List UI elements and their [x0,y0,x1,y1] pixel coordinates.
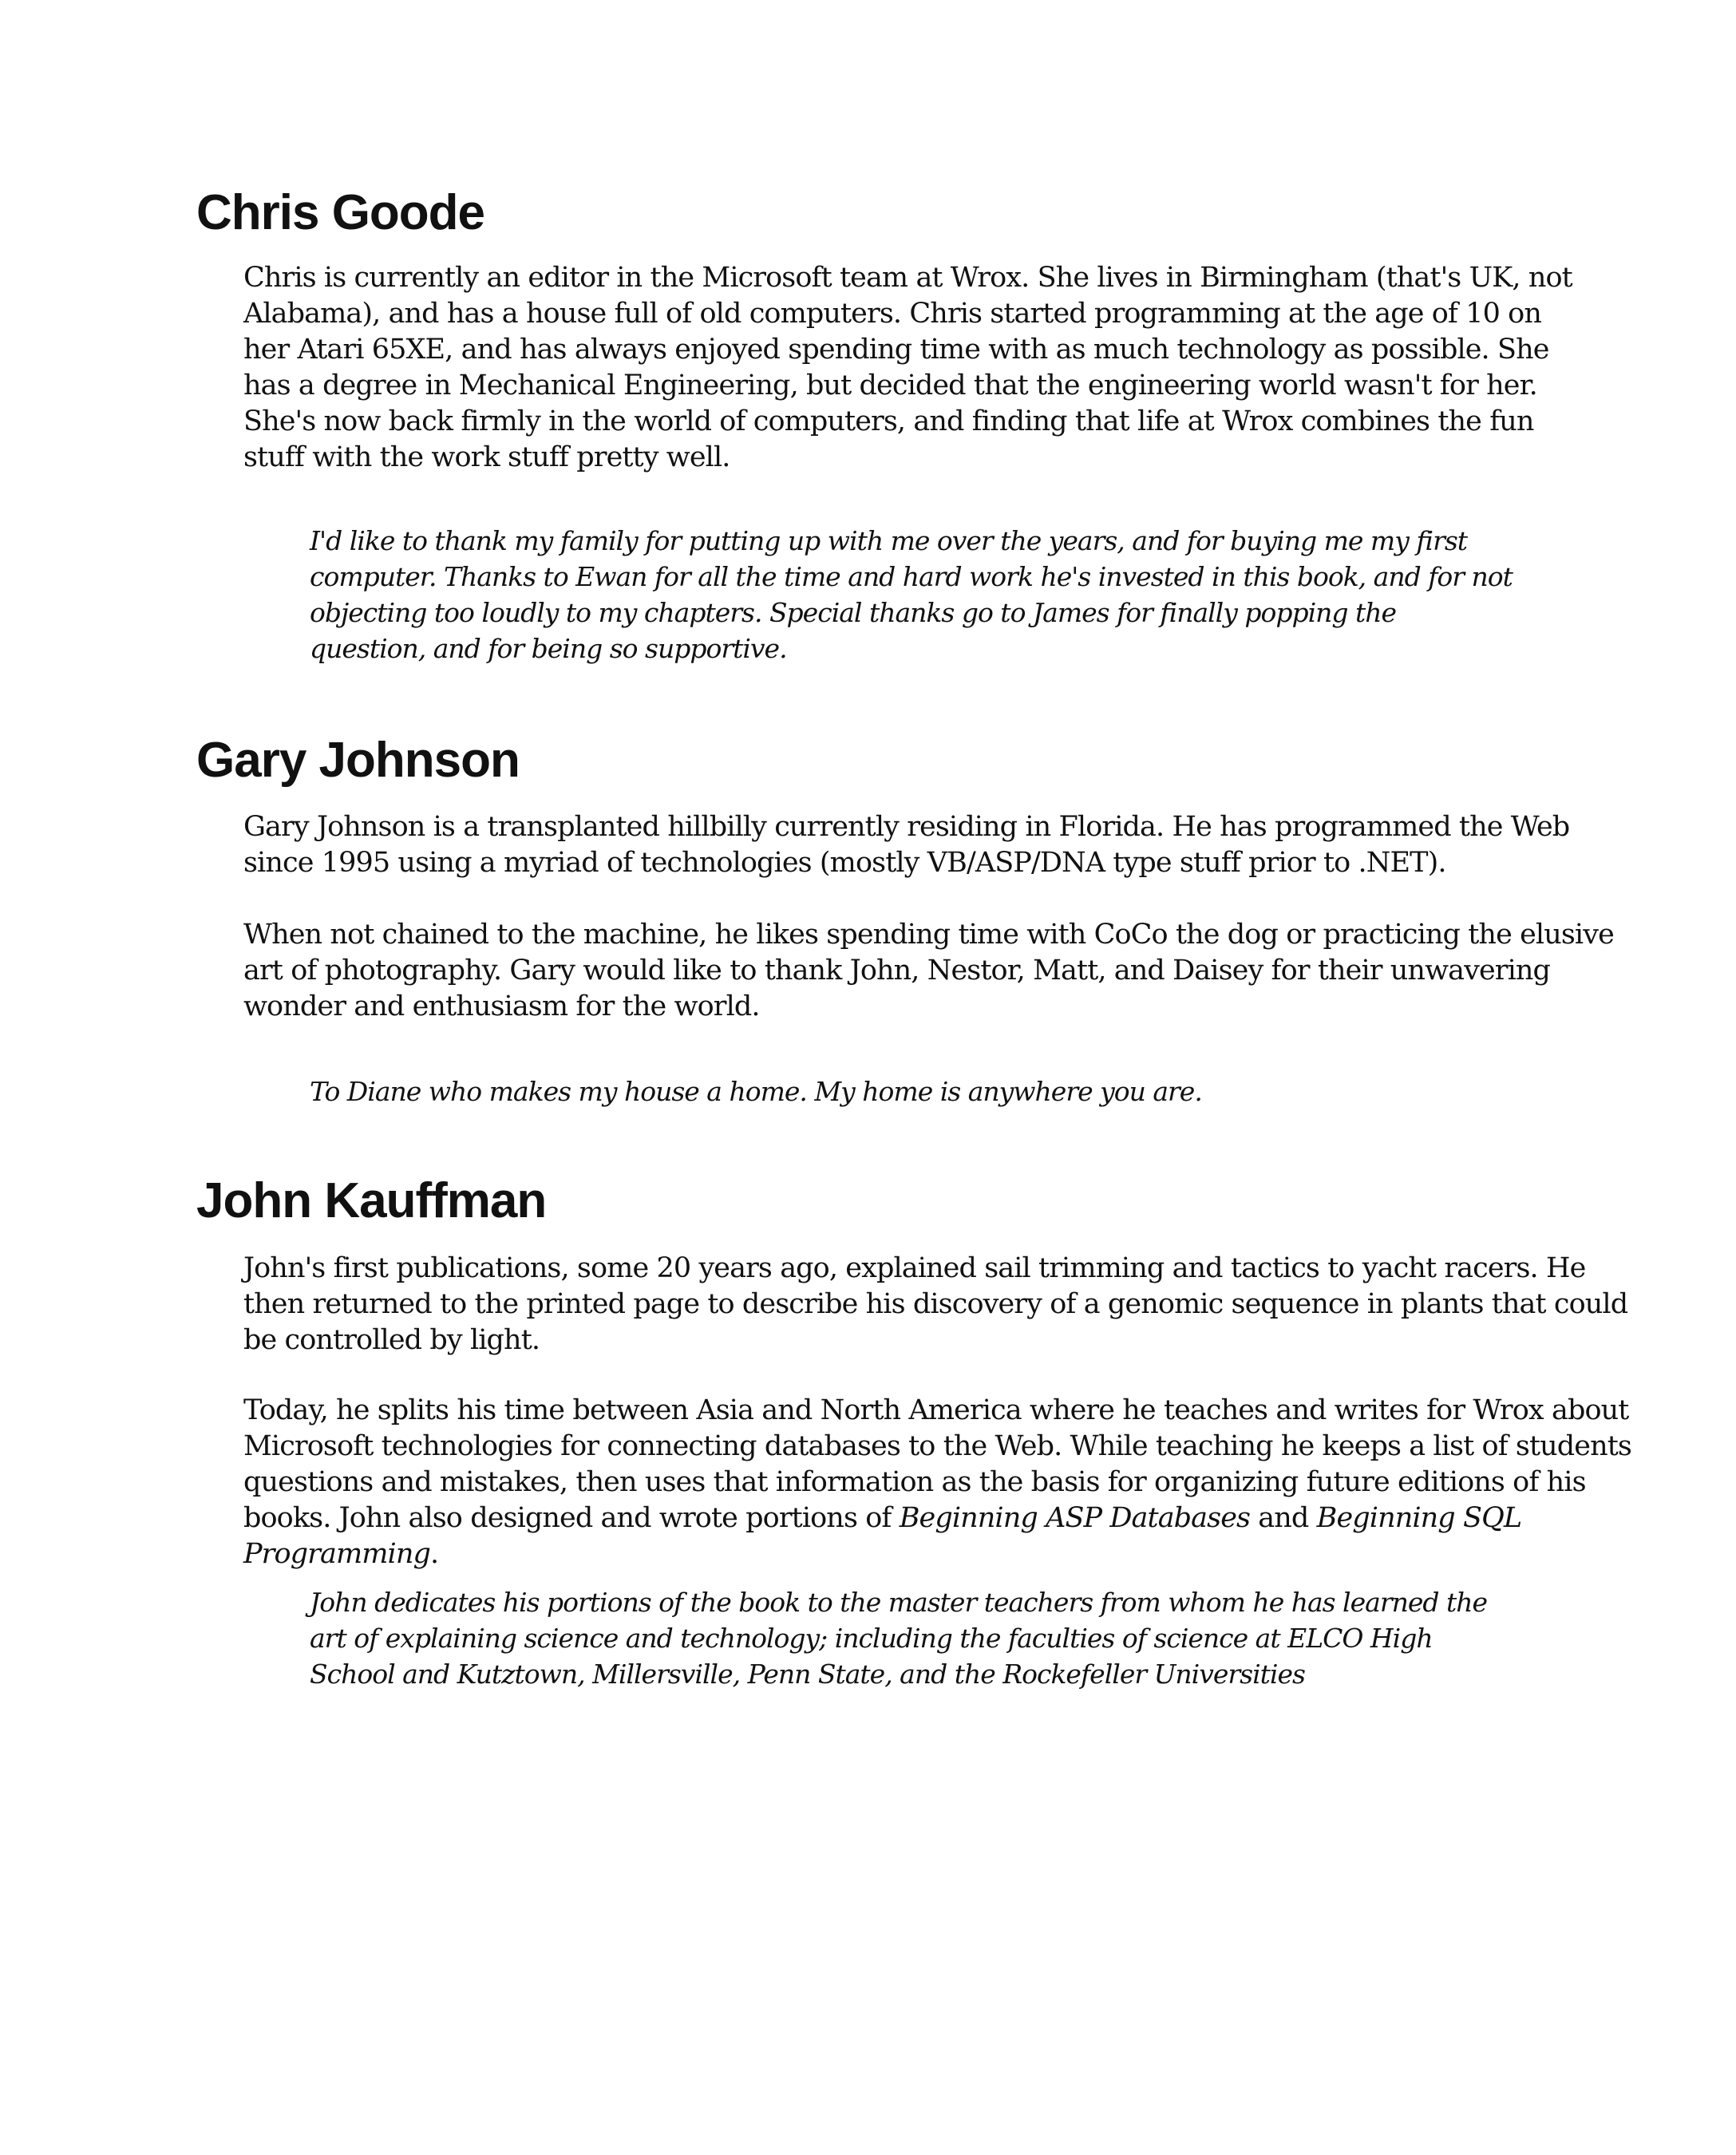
author-dedication: John dedicates his portions of the book to the master teachers from whom he has learned the art of explaining science and technology; including the faculties of science at ELCO High School and Kutztown, Millersville, Penn State, and the Rockefeller Universities [310,1587,1488,1690]
author-bio-paragraph: When not chained to the machine, he likes spending time with CoCo the dog or practicing the elusive art of photography. Gary would like to thank John, Nestor, Matt, and Daisey for their unwavering wonder and enthusiasm for the world. [243,919,1614,1022]
bio-text: Today, he splits his time between Asia and North America where he teaches and writes for Wrox about Microsoft technologies for connecting databases to the Web. While teaching he keeps a list of students questions and mistakes, then uses that information as the basis for organizing future editions of his books. John also designed and wrote portions of [243,1394,1631,1534]
book-title-reference: Beginning ASP Databases [899,1502,1251,1534]
author-dedication: To Diane who makes my house a home. My home is anywhere you are. [310,1076,1202,1107]
author-name: John Kauffman [196,1173,547,1228]
author-name: Gary Johnson [196,733,520,788]
book-title-reference: Beginning SQL Programming [243,1502,1522,1570]
author-bio-paragraph: Gary Johnson is a transplanted hillbilly currently residing in Florida. He has programmed the Web since 1995 using a myriad of technologies (mostly VB/ASP/DNA type stuff prior to .NET). [243,811,1570,879]
author-name: Chris Goode [196,185,485,240]
author-dedication: I'd like to thank my family for putting up with me over the years, and for buying me my first computer. Thanks to Ewan for all the time and hard work he's invested in this book, and for not objecting too loudly to my chapters. Special thanks go to James for finally popping the question, and for being so supportive. [310,525,1513,664]
author-bio-paragraph: Chris is currently an editor in the Microsoft team at Wrox. She lives in Birmingham (that's UK, not Alabama), and has a house full of old computers. Chris started programming at the age of 10 on her Atari 65XE, and has always enjoyed spending time with as much technology as possible. She has a degree in Mechanical Engineering, but decided that the engineering world wasn't for her. She's now back firmly in the world of computers, and finding that life at Wrox combines the fun stuff with the work stuff pretty well. [243,262,1572,473]
author-bio-paragraph: John's first publications, some 20 years ago, explained sail trimming and tactics to yacht racers. He then returned to the printed page to describe his discovery of a genomic sequence in plants that could be controlled by light. [243,1252,1628,1356]
bio-text: and [1250,1502,1317,1534]
bio-text: . [429,1538,439,1570]
author-bio-paragraph [243,1393,1656,1572]
